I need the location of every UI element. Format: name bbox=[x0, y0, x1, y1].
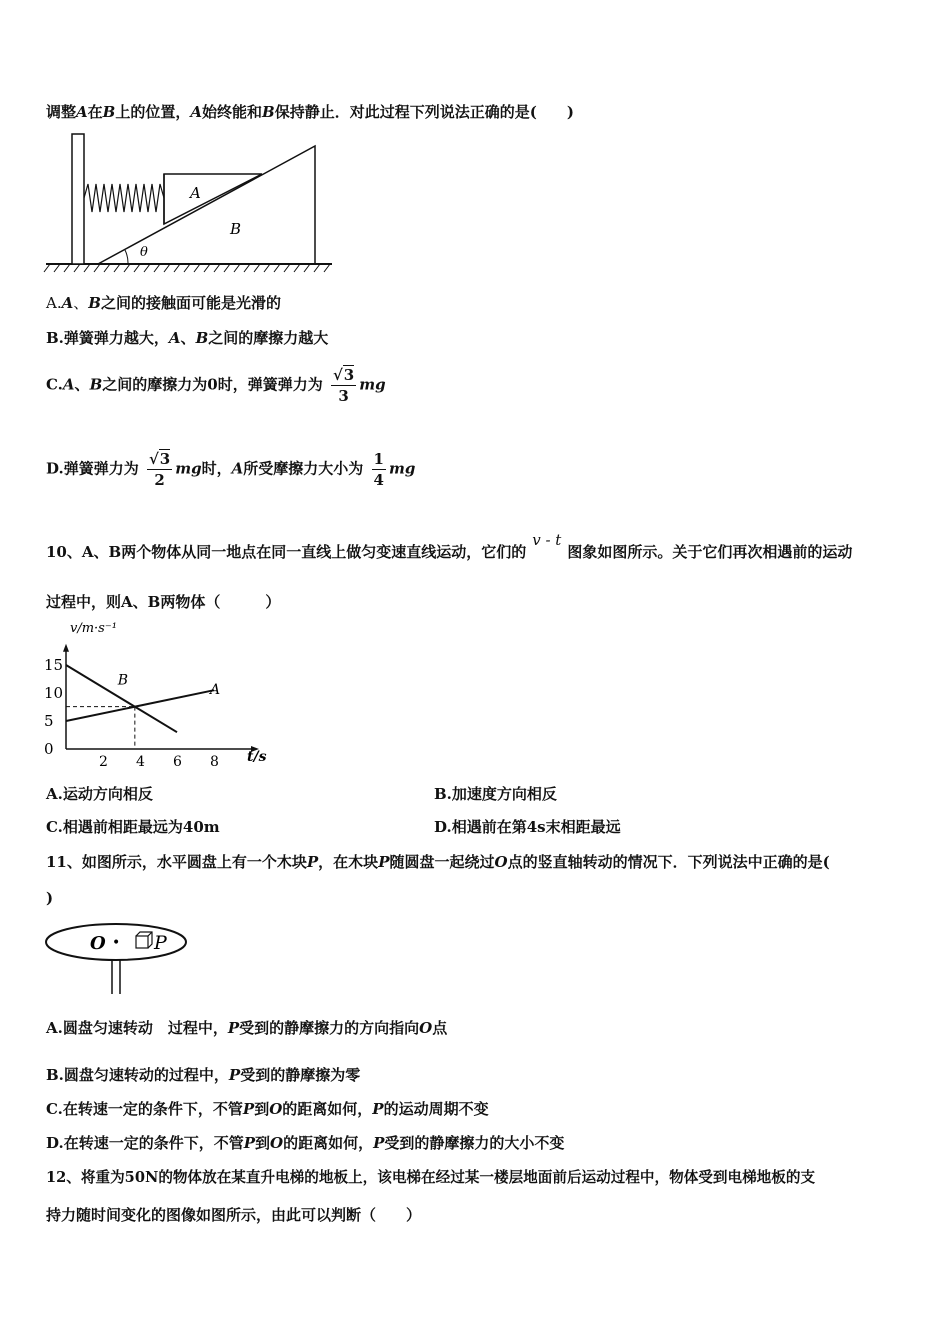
x-tick-label: 8 bbox=[210, 754, 219, 770]
label-p: P bbox=[154, 932, 167, 954]
label-a: A bbox=[190, 184, 201, 202]
label-theta: θ bbox=[140, 245, 148, 260]
q9-spring-incline-figure bbox=[40, 128, 340, 278]
q10-vt-chart bbox=[40, 618, 272, 770]
q11-option-d[interactable]: D.在转速一定的条件下，不管P到O的距离如何，P受到的静摩擦力的大小不变 bbox=[46, 1134, 565, 1152]
q10-stem-line1: 10、A、B两个物体从同一地点在同一直线上做匀变速直线运动，它们的v - t图象如图所示。关于它们再次相遇前的运动 bbox=[46, 531, 853, 561]
series-label-a: A bbox=[210, 682, 221, 699]
q10-option-a[interactable]: A.运动方向相反 bbox=[46, 785, 153, 803]
fraction-sqrt3-over-3: $\frac{√3}{3}$ bbox=[332, 366, 355, 405]
q11-option-c[interactable]: C.在转速一定的条件下，不管P到O的距离如何，P的运动周期不变 bbox=[46, 1100, 489, 1118]
q11-stem-line1: 11、如图所示，水平圆盘上有一个木块P，在木块P随圆盘一起绕过O点的竖直轴转动的情况下．下列说法中正确的是( bbox=[46, 853, 830, 871]
series-label-b: B bbox=[117, 672, 129, 689]
q9-option-d[interactable]: D.弹簧弹力为 $\frac{√3}{2}$ mg时，A所受摩擦力大小为 $\frac{1}{4}$ mg bbox=[46, 450, 416, 489]
q10-option-c[interactable]: C.相遇前相距最远为40m bbox=[46, 818, 220, 836]
y-tick-label: 10 bbox=[44, 684, 64, 702]
label-b: B bbox=[230, 220, 242, 238]
q12-stem-line1: 12、将重为50N的物体放在某直升电梯的地板上，该电梯在经过某一楼层地面前后运动过程中，物体受到电梯地板的支 bbox=[46, 1169, 816, 1186]
x-axis-label: t/s bbox=[247, 749, 267, 765]
y-tick-label: 15 bbox=[44, 656, 64, 674]
q9-stem: 调整A在B上的位置，A始终能和B保持静止．对此过程下列说法正确的是( ) bbox=[46, 103, 574, 121]
q9-option-a[interactable]: A.A、B之间的接触面可能是光滑的 bbox=[46, 294, 281, 312]
q9-option-c[interactable]: C.A、B之间的摩擦力为0时，弹簧弹力为 $\frac{√3}{3}$ mg bbox=[46, 366, 386, 405]
vt-notation: v - t bbox=[532, 531, 562, 549]
center-dot: • bbox=[112, 935, 121, 951]
fraction-1-over-4: $\frac{1}{4}$ bbox=[373, 450, 384, 489]
y-tick-label: 0 bbox=[44, 740, 54, 758]
series-line-a bbox=[66, 690, 214, 721]
y-tick-label: 5 bbox=[44, 712, 54, 730]
x-tick-label: 2 bbox=[99, 754, 108, 770]
fraction-sqrt3-over-2: $\frac{√3}{2}$ bbox=[148, 450, 171, 489]
label-o: O bbox=[90, 933, 106, 954]
x-tick-label: 6 bbox=[173, 754, 182, 770]
q10-option-d[interactable]: D.相遇前在第4s末相距最远 bbox=[434, 818, 621, 836]
q10-option-b[interactable]: B.加速度方向相反 bbox=[434, 785, 557, 803]
y-axis-arrow bbox=[63, 644, 69, 652]
q11-option-b[interactable]: B.圆盘匀速转动的过程中，P受到的静摩擦为零 bbox=[46, 1066, 361, 1084]
q11-option-a[interactable]: A.圆盘匀速转动 过程中，P受到的静摩擦力的方向指向O点 bbox=[46, 1019, 448, 1037]
q10-stem-line2: 过程中，则A、B两物体（ ） bbox=[46, 593, 281, 611]
q11-turntable-figure bbox=[42, 920, 192, 1000]
q9-option-b[interactable]: B.弹簧弹力越大，A、B之间的摩擦力越大 bbox=[46, 329, 329, 347]
x-tick-label: 4 bbox=[136, 754, 145, 770]
q12-stem-line2: 持力随时间变化的图像如图所示，由此可以判断（ ） bbox=[46, 1206, 422, 1224]
q11-stem-line2: ) bbox=[46, 889, 54, 907]
y-axis-label: v/m·s⁻¹ bbox=[70, 621, 117, 636]
